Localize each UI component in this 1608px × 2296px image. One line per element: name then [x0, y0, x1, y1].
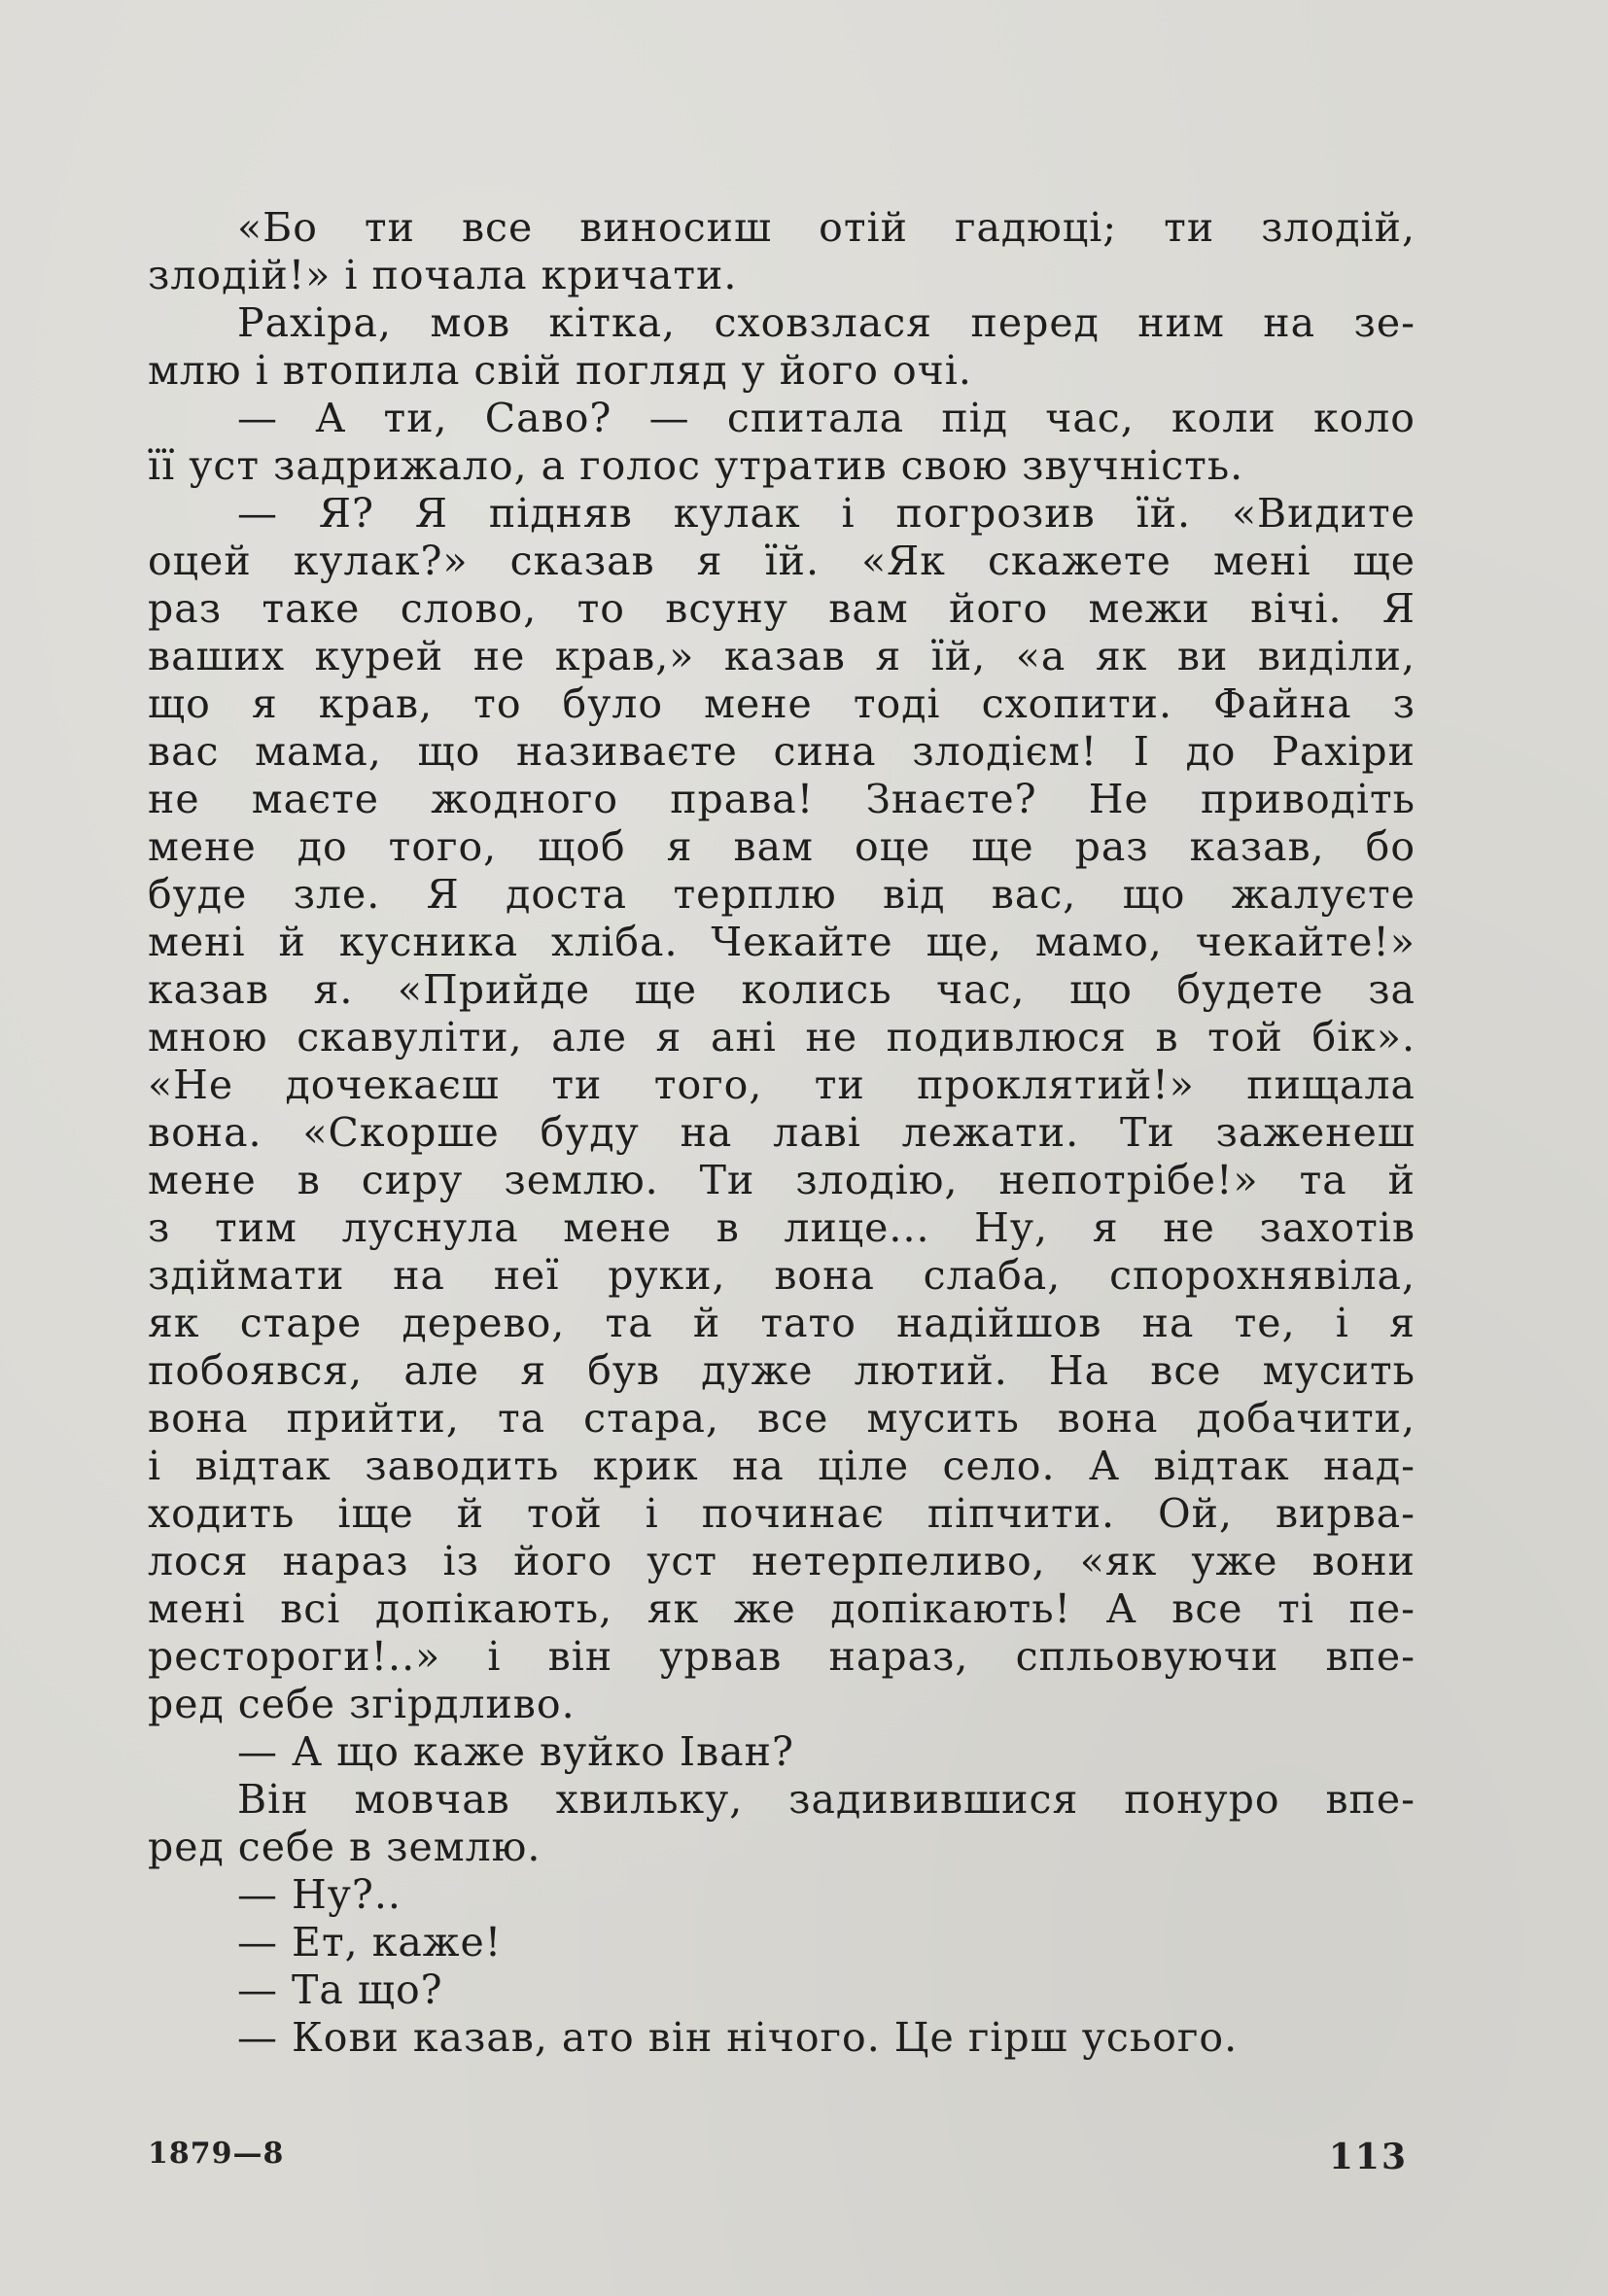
text-line: і відтак заводить крик на ціле село. А відтак над- [148, 1443, 1416, 1489]
text-line: мені всі допікають, як же допікають! А все ті пе- [148, 1585, 1416, 1632]
text-line: — Ет, каже! [237, 1919, 503, 1966]
text-line: ред себе в землю. [148, 1824, 542, 1870]
text-line: — Кови казав, ато він нічого. Це гірш усього. [237, 2014, 1239, 2061]
page-number: 113 [1328, 2137, 1408, 2177]
text-line: — Я? Я підняв кулак і погрозив їй. «Видите [237, 490, 1416, 537]
text-line: — А ти, Саво? — спитала під час, коли коло [237, 395, 1416, 441]
text-line: як старе дерево, та й тато надійшов на те, і я [148, 1300, 1416, 1346]
text-line: злодій!» і почала кричати. [148, 252, 738, 298]
text-line: вона прийти, та стара, все мусить вона добачити, [148, 1395, 1416, 1442]
text-line: з тим луснула мене в лице... Ну, я не захотів [148, 1204, 1416, 1251]
text-line: казав я. «Прийде ще колись час, що будете за [148, 966, 1416, 1013]
text-line: мене в сиру землю. Ти злодію, непотрібе!» та й [148, 1157, 1416, 1203]
text-line: ваших курей не крав,» казав я їй, «а як ви виділи, [148, 633, 1416, 679]
text-line: вона. «Скорше буду на лаві лежати. Ти заженеш [148, 1109, 1416, 1156]
text-line: Рахіра, мов кітка, сховзлася перед ним на зе- [237, 299, 1416, 346]
text-line: мною скавуліти, але я ані не подивлюся в той бік». [148, 1014, 1416, 1061]
text-line: її уст задрижало, а голос утратив свою звучність. [148, 442, 1244, 489]
text-line: оцей кулак?» сказав я їй. «Як скажете мені ще [148, 538, 1416, 584]
text-line: рестороги!..» і він урвав нараз, спльовуючи впе- [148, 1633, 1416, 1680]
text-line: побоявся, але я був дуже лютий. На все мусить [148, 1347, 1416, 1394]
text-line: ходить іще й той і починає піпчити. Ой, вирва- [148, 1490, 1416, 1537]
text-line: млю і втопила свій погляд у його очі. [148, 347, 972, 394]
text-line: раз таке слово, то всуну вам його межи вічі. Я [148, 585, 1416, 632]
text-line: що я крав, то було мене тоді схопити. Файна з [148, 680, 1416, 727]
body-text [148, 204, 1416, 2062]
text-line: Він мовчав хвильку, задивившися понуро впе- [237, 1776, 1416, 1823]
text-line: лося нараз із його уст нетерпеливо, «як уже вони [148, 1538, 1416, 1584]
text-line: ред себе згірдливо. [148, 1681, 576, 1727]
text-line: — Ну?.. [237, 1871, 402, 1918]
text-line: мені й кусника хліба. Чекайте ще, мамо, чекайте!» [148, 919, 1416, 965]
text-line: — Та що? [237, 1966, 443, 2013]
text-line: буде зле. Я доста терплю від вас, що жалуєте [148, 871, 1416, 918]
text-line: мене до того, щоб я вам оце ще раз казав, бо [148, 823, 1416, 870]
text-line: вас мама, що називаєте сина злодієм! І до Рахіри [148, 728, 1416, 775]
text-line: — А що каже вуйко Іван? [237, 1728, 794, 1775]
printer-signature-mark: 1879—8 [148, 2137, 285, 2171]
text-line: «Бо ти все виносиш отій гадюці; ти злодій, [237, 204, 1416, 251]
text-line: здіймати на неї руки, вона слаба, спорохнявіла, [148, 1252, 1416, 1299]
text-line: «Не дочекаєш ти того, ти проклятий!» пищала [148, 1061, 1416, 1108]
text-line: не маєте жодного права! Знаєте? Не приводіть [148, 776, 1416, 822]
